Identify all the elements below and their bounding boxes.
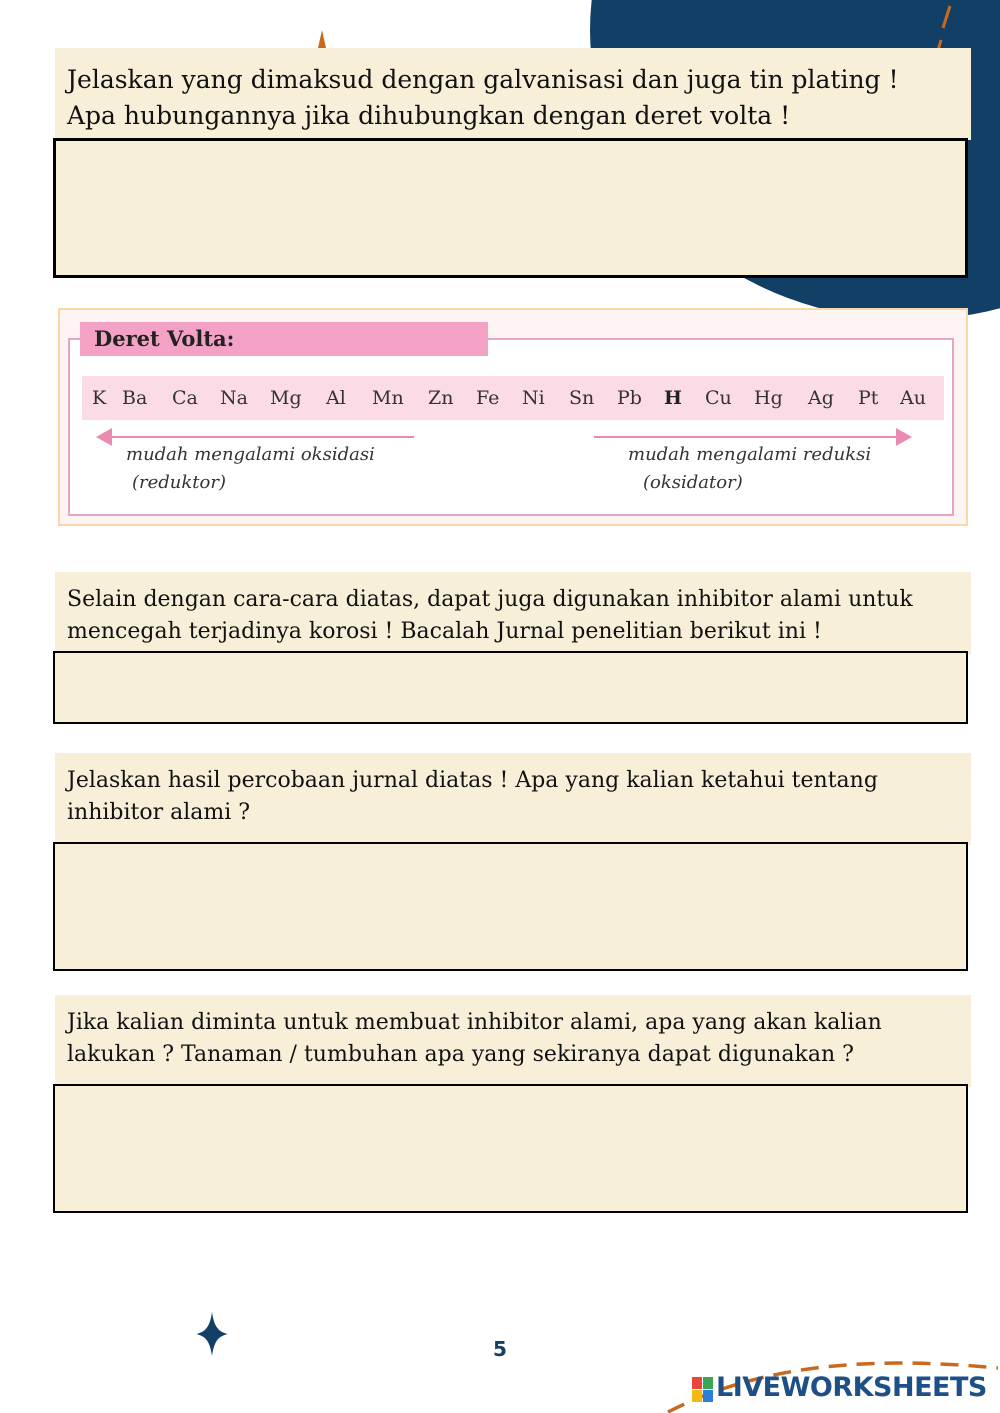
element-zn: Zn	[428, 387, 454, 409]
reductor-caption: (reduktor)	[132, 472, 226, 493]
element-au: Au	[900, 387, 926, 409]
element-hg: Hg	[754, 387, 783, 409]
brand-text: LIVEWORKSHEETS	[716, 1372, 987, 1403]
question-3-text	[67, 765, 941, 829]
answer-box-4[interactable]	[53, 1084, 968, 1213]
element-ni: Ni	[522, 387, 545, 409]
element-mn: Mn	[372, 387, 404, 409]
answer-box-3[interactable]	[53, 842, 968, 971]
answer-box-1[interactable]	[53, 138, 968, 278]
question-1-line-2: Apa hubungannya jika dihubungkan dengan deret volta !	[67, 101, 791, 130]
question-3-line-1: Jelaskan hasil percobaan jurnal diatas ! Apa yang kalian ketahui tentang	[67, 768, 878, 793]
deret-volta-title: Deret Volta:	[94, 326, 235, 351]
element-cu: Cu	[705, 387, 732, 409]
question-1-line-1: Jelaskan yang dimaksud dengan galvanisasi dan juga tin plating !	[67, 65, 899, 94]
element-pb: Pb	[617, 387, 642, 409]
question-3-line-2: inhibitor alami ?	[67, 800, 251, 825]
question-panel-4	[55, 995, 971, 1087]
answer-box-2[interactable]	[53, 651, 968, 724]
dash-mark	[943, 6, 950, 28]
deret-volta-title-bar	[80, 322, 488, 356]
element-ca: Ca	[172, 387, 198, 409]
arrow-left-line	[110, 436, 414, 438]
question-4-line-1: Jika kalian diminta untuk membuat inhibitor alami, apa yang akan kalian	[67, 1010, 882, 1035]
liveworksheets-logo-icon	[692, 1377, 714, 1403]
question-4-text	[67, 1007, 941, 1071]
orange-star-icon	[312, 30, 332, 50]
element-h: H	[664, 387, 682, 409]
question-panel-1	[55, 48, 971, 140]
element-pt: Pt	[858, 387, 879, 409]
element-sn: Sn	[569, 387, 595, 409]
deret-volta-figure	[58, 308, 968, 526]
element-k: K	[92, 387, 107, 409]
arrow-right-line	[594, 436, 898, 438]
page-number: 5	[493, 1337, 507, 1361]
element-al: Al	[326, 387, 346, 409]
liveworksheets-brand	[692, 1372, 992, 1408]
question-4-line-2: lakukan ? Tanaman / tumbuhan apa yang sekiranya dapat digunakan ?	[67, 1042, 854, 1067]
element-mg: Mg	[270, 387, 302, 409]
oxidation-caption: mudah mengalami oksidasi	[126, 444, 375, 465]
element-ag: Ag	[808, 387, 834, 409]
element-fe: Fe	[476, 387, 500, 409]
arrow-right-head-icon	[896, 428, 912, 446]
element-na: Na	[220, 387, 248, 409]
question-2-line-1: Selain dengan cara-cara diatas, dapat juga digunakan inhibitor alami untuk	[67, 587, 913, 612]
question-2-text	[67, 584, 941, 648]
oxidator-caption: (oksidator)	[643, 472, 743, 493]
question-panel-2	[55, 572, 971, 654]
reduction-caption: mudah mengalami reduksi	[628, 444, 872, 465]
element-ba: Ba	[122, 387, 148, 409]
question-2-line-2: mencegah terjadinya korosi ! Bacalah Jurnal penelitian berikut ini !	[67, 619, 822, 644]
question-panel-3	[55, 753, 971, 845]
question-1-text	[67, 62, 941, 134]
